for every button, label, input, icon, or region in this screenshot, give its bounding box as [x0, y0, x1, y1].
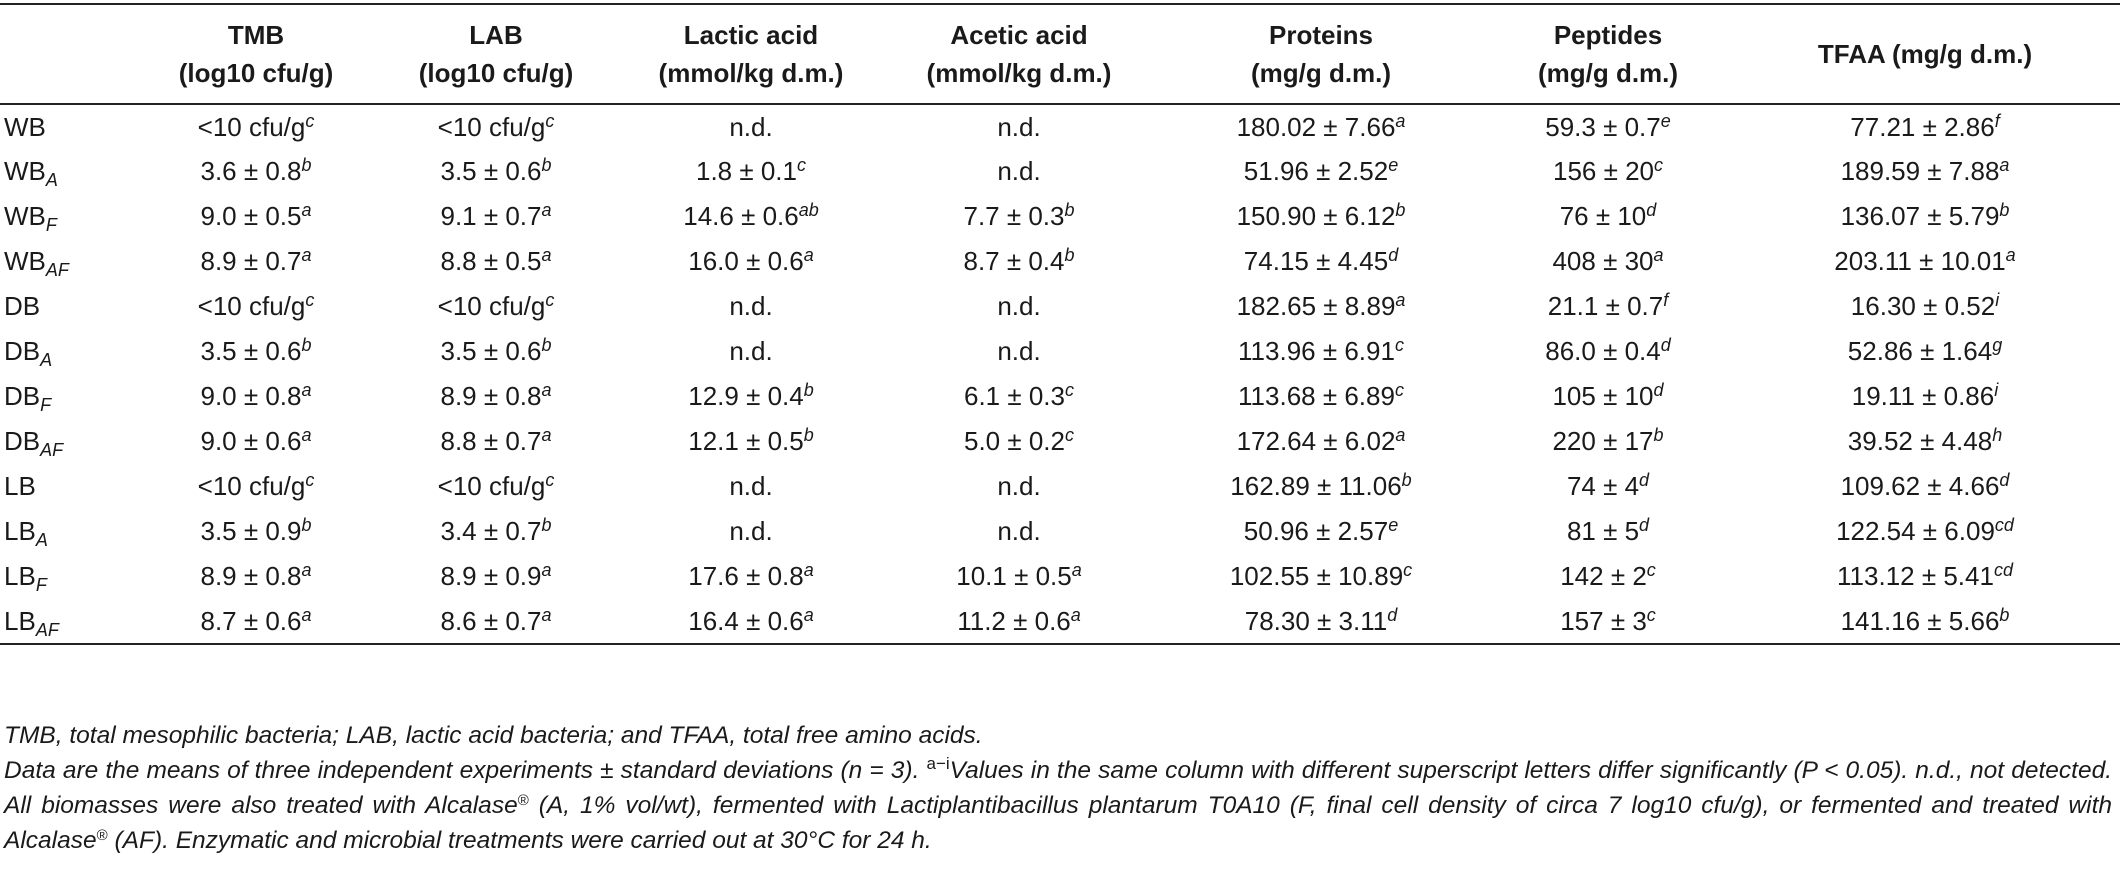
table-cell: $76 \pm 10^d$ — [1559, 200, 1657, 231]
table-cell: 1.8 ± 0.1$^c$ — [695, 155, 806, 186]
table-cell: 21.1 ± 0.7$^f$ — [1547, 290, 1669, 321]
table-cell: 39.52 ± 4.48$^h$ — [1847, 425, 2003, 456]
table-cell: <10 cfu/$g^c$ — [197, 470, 315, 501]
table-cell: $81 \pm 5^d$ — [1566, 515, 1650, 546]
table-cell: 5.0 ± 0.2$^c$ — [963, 425, 1074, 456]
table-cell: n.d. — [729, 111, 773, 142]
column-header: TMB (log10 cfu/g) — [140, 4, 372, 104]
table-row — [0, 554, 2120, 599]
table-cell: 141.16 ± 5.66$^b$ — [1730, 599, 2120, 644]
table-cell: 113.68 ± 6.89$^c$ — [1238, 380, 1404, 411]
table-footnotes — [4, 718, 2112, 858]
abbreviation-note: TMB, total mesophilic bacteria; LAB, lactic acid bacteria; and TFAA, total free amino acids. — [4, 722, 983, 749]
table-cell: 3.5 ± 0.6$^b$ — [440, 335, 552, 366]
table-cell: $74 \pm 4^d$ — [1566, 470, 1650, 501]
table-cell: $156 \pm 20^c$ — [1552, 155, 1664, 186]
table-cell: 51.96 ± 2.52$^e$ — [1243, 155, 1399, 186]
table-cell: 8.8 ± 0.7$^a$ — [440, 425, 552, 456]
table-cell: 12.1 ± 0.5$^b$ — [688, 425, 814, 456]
table-cell: 16.0 ± 0.6$^a$ — [688, 245, 814, 276]
row-label: $DB_F$ — [4, 381, 52, 415]
table-row — [0, 374, 2120, 419]
table-cell: n.d. — [997, 516, 1041, 546]
table-cell: 203.11 ± 10.01$^a$ — [1834, 245, 2016, 276]
column-header: TFAA (mg/g d.m.) — [1730, 4, 2120, 104]
table-cell: n.d. — [997, 291, 1041, 321]
table-cell: $408 \pm 30^a$ — [1552, 245, 1664, 276]
row-label: DB — [4, 291, 41, 321]
table-cell: 8.7 ± 0.6$^a$ — [140, 599, 372, 644]
column-header: Acetic acid (mmol/kg d.m.) — [882, 4, 1156, 104]
table-cell: $157 \pm 3^c$ — [1486, 599, 1730, 644]
table-cell: 162.89 ± 11.06$^b$ — [1230, 470, 1412, 501]
table-cell: 14.6 ± 0.6$^{ab}$ — [683, 200, 819, 231]
table-cell: 16.4 ± 0.6$^a$ — [620, 599, 882, 644]
table-cell: 180.02 ± 7.66$^a$ — [1236, 110, 1406, 142]
table-cell: <10 cfu/$g^c$ — [197, 110, 315, 142]
registered-mark: ® — [96, 827, 108, 844]
table-cell: n.d. — [997, 111, 1041, 142]
table-cell: 50.96 ± 2.57$^e$ — [1243, 515, 1399, 546]
table-cell: 78.30 ± 3.11$^d$ — [1156, 599, 1486, 644]
table-cell: <10 cfu/$g^c$ — [437, 110, 555, 142]
row-label: LB — [4, 471, 36, 501]
table-cell: 3.5 ± 0.6$^b$ — [440, 155, 552, 186]
table-cell: 52.86 ± 1.64$^g$ — [1847, 335, 2003, 366]
column-header — [0, 4, 140, 104]
table-cell: n.d. — [729, 336, 773, 366]
row-label: $LB_A$ — [4, 516, 48, 550]
table-cell: $220 \pm 17^b$ — [1552, 425, 1664, 456]
table-cell: 86.0 ± 0.4$^d$ — [1545, 335, 1671, 366]
table-row — [0, 149, 2120, 194]
table-cell: 8.9 ± 0.7$^a$ — [200, 245, 312, 276]
row-label: $LB_F$ — [4, 561, 47, 595]
table-cell: 3.5 ± 0.9$^b$ — [200, 515, 312, 546]
results-table — [0, 3, 2120, 645]
table-cell: <10 cfu/$g^c$ — [437, 470, 555, 501]
table-cell: 9.0 ± 0.5$^a$ — [200, 200, 312, 231]
table-cell: n.d. — [997, 471, 1041, 501]
row-label: $DB_{AF}$ — [4, 426, 64, 460]
table-cell: n.d. — [997, 156, 1041, 186]
table-cell: 182.65 ± 8.89$^a$ — [1236, 290, 1406, 321]
row-label: $WB_F$ — [4, 201, 57, 235]
table-row — [0, 599, 2120, 644]
table-cell: $142 \pm 2^c$ — [1560, 560, 1656, 591]
table-cell: 7.7 ± 0.3$^b$ — [963, 200, 1075, 231]
table-cell: 11.2 ± 0.6$^a$ — [882, 599, 1156, 644]
column-header: Proteins (mg/g d.m.) — [1156, 4, 1486, 104]
table-cell: 8.9 ± 0.9$^a$ — [440, 560, 552, 591]
table-cell: 122.54 ± 6.09$^{cd}$ — [1836, 515, 2014, 546]
table-cell: 109.62 ± 4.66$^d$ — [1840, 470, 2010, 501]
table-cell: 189.59 ± 7.88$^a$ — [1840, 155, 2010, 186]
table-cell: 8.9 ± 0.8$^a$ — [440, 380, 552, 411]
table-cell: <10 cfu/$g^c$ — [437, 290, 555, 321]
table-cell: $16.30 \pm 0.52^i$ — [1850, 290, 2000, 321]
table-cell: 8.6 ± 0.7$^a$ — [372, 599, 620, 644]
row-label: WB — [4, 111, 46, 142]
column-header: Lactic acid (mmol/kg d.m.) — [620, 4, 882, 104]
table-cell: 113.12 ± 5.41$^{cd}$ — [1837, 560, 2013, 591]
table-row — [0, 419, 2120, 464]
table-cell: 102.55 ± 10.89$^c$ — [1229, 560, 1413, 591]
table-cell: 59.3 ± 0.7$^e$ — [1545, 110, 1671, 142]
table-cell: 6.1 ± 0.3$^c$ — [963, 380, 1074, 411]
table-row — [0, 284, 2120, 329]
table-row — [0, 239, 2120, 284]
table-cell: 172.64 ± 6.02$^a$ — [1236, 425, 1406, 456]
table-cell: 8.9 ± 0.8$^a$ — [200, 560, 312, 591]
table-cell: n.d. — [997, 336, 1041, 366]
table-cell: n.d. — [729, 291, 773, 321]
registered-mark: ® — [517, 792, 529, 809]
table-cell: 10.1 ± 0.5$^a$ — [956, 560, 1082, 591]
table-cell: 9.1 ± 0.7$^a$ — [440, 200, 552, 231]
table-cell: 136.07 ± 5.79$^b$ — [1840, 200, 2010, 231]
column-header: Peptides (mg/g d.m.) — [1486, 4, 1730, 104]
column-header: LAB (log10 cfu/g) — [372, 4, 620, 104]
table-cell: 12.9 ± 0.4$^b$ — [688, 380, 814, 411]
table-header-row — [0, 4, 2120, 104]
table-row — [0, 509, 2120, 554]
table-row — [0, 329, 2120, 374]
row-label: $WB_{AF}$ — [4, 246, 69, 280]
table-cell: 3.5 ± 0.6$^b$ — [200, 335, 312, 366]
table-row — [0, 464, 2120, 509]
table-cell: $19.11 \pm 0.86^i$ — [1851, 380, 1999, 411]
table-cell: n.d. — [729, 516, 773, 546]
row-label: $WB_A$ — [4, 156, 58, 190]
data-note: Data are the means of three independent experiments ± standard deviations (n = 3). $^{a-i}$Values in the same column with different superscript letters differ significantly (P < 0.05). n.d., not detected. All biomasses were also treated with Alcalase® (A, 1% vol/wt), fermented with Lactiplantibacillus plantarum T0A10 (F, final cell density of circa 7 log10 cfu/g), or fermented and treated with Alcalase® (AF). Enzymatic and microbial treatments were carried out at 30°C for 24 h. — [4, 754, 2113, 854]
table-cell: 77.21 ± 2.86$^f$ — [1850, 110, 2000, 142]
row-label: $LB_{AF}$ — [0, 599, 140, 644]
row-label: $DB_A$ — [4, 336, 53, 370]
table-row — [0, 194, 2120, 239]
table-cell: 150.90 ± 6.12$^b$ — [1236, 200, 1406, 231]
table-row — [0, 104, 2120, 149]
table-cell: 8.7 ± 0.4$^b$ — [963, 245, 1075, 276]
table-cell: 9.0 ± 0.6$^a$ — [200, 425, 312, 456]
table-cell: n.d. — [729, 471, 773, 501]
table-cell: 9.0 ± 0.8$^a$ — [200, 380, 312, 411]
table-cell: 113.96 ± 6.91$^c$ — [1238, 335, 1404, 366]
table-cell: 8.8 ± 0.5$^a$ — [440, 245, 552, 276]
table-cell: <10 cfu/$g^c$ — [197, 290, 315, 321]
table-cell: 17.6 ± 0.8$^a$ — [688, 560, 814, 591]
table-cell: $105 \pm 10^d$ — [1552, 380, 1664, 411]
table-cell: 3.4 ± 0.7$^b$ — [440, 515, 552, 546]
table-cell: 3.6 ± 0.8$^b$ — [200, 155, 312, 186]
table-cell: 74.15 ± 4.45$^d$ — [1243, 245, 1399, 276]
table-body — [0, 104, 2120, 644]
